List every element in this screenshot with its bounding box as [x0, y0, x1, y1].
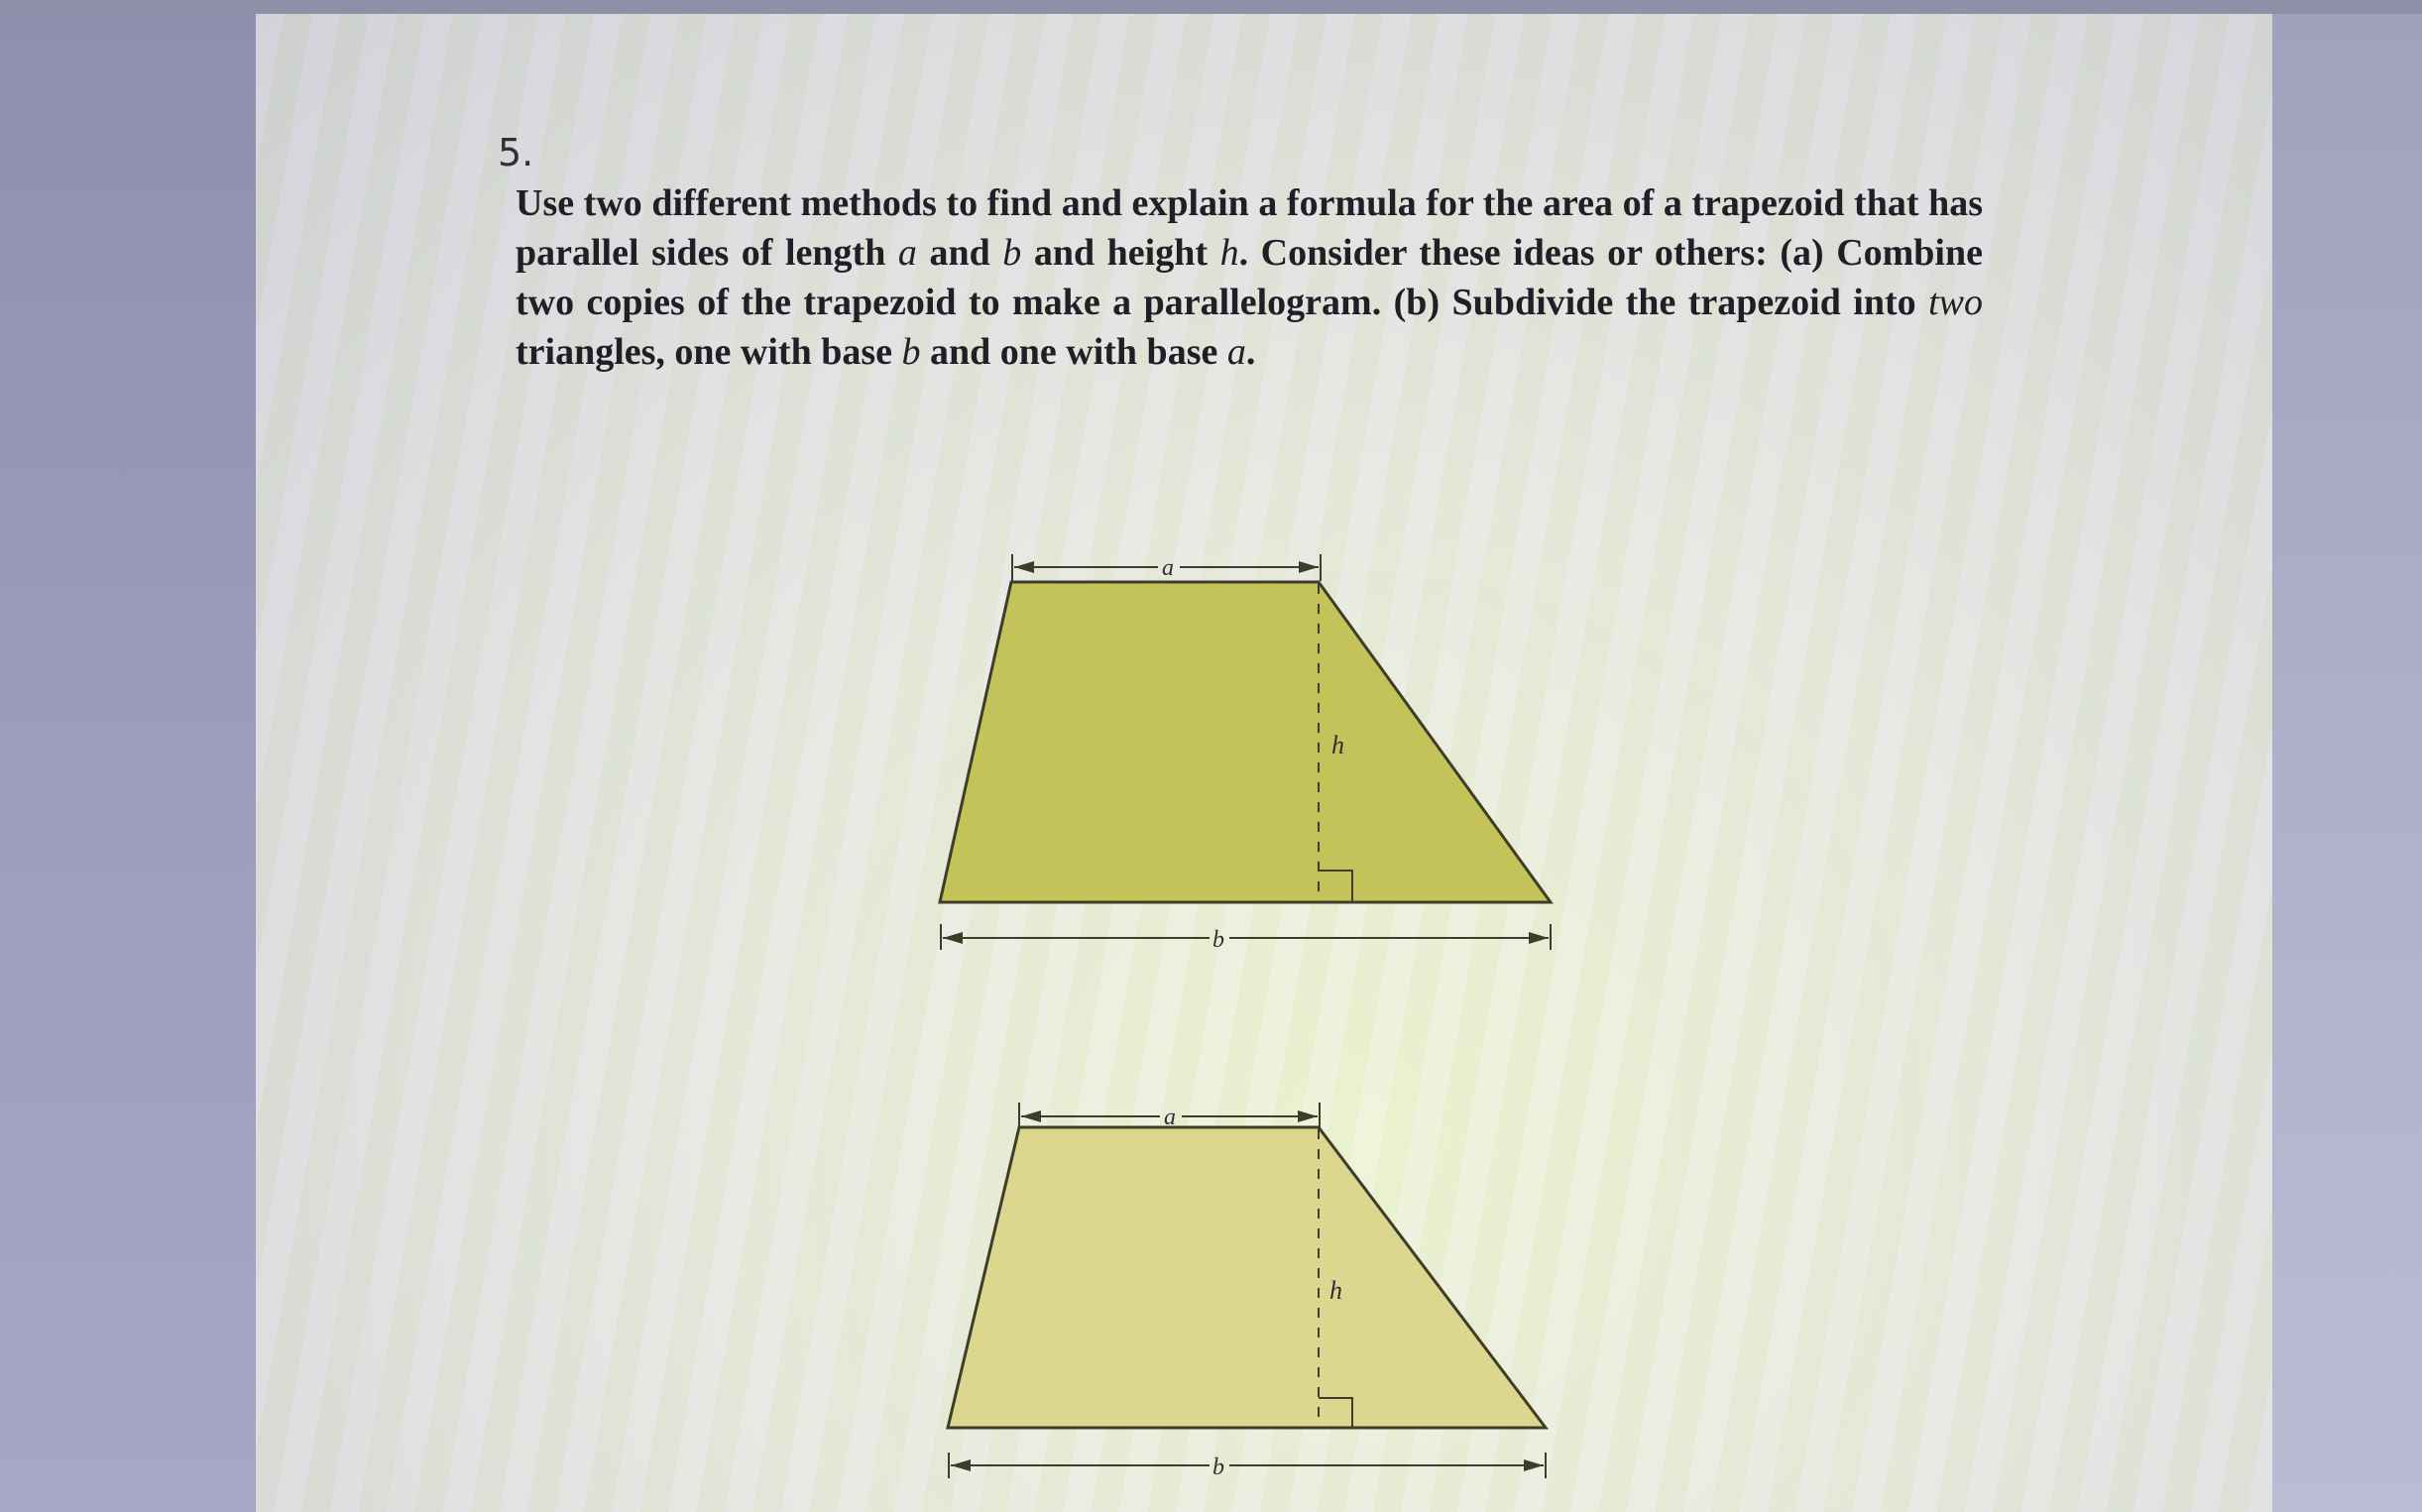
trapezoid-figures	[256, 14, 2272, 1512]
variable-b: b	[901, 331, 921, 373]
bottom-label-1: b	[1212, 927, 1224, 953]
trapezoid-shape-2	[948, 1127, 1546, 1428]
top-dim-arrow-left-1	[1014, 561, 1034, 573]
question-text-part: triangles, one with base	[516, 331, 902, 373]
bottom-dim-arrow-right-1	[1529, 932, 1549, 944]
left-background	[0, 14, 256, 1512]
variable-a: a	[1226, 331, 1246, 373]
question-text-part: .	[1245, 331, 1256, 373]
trapezoid-figure-2	[948, 1103, 1546, 1480]
top-label-2: a	[1164, 1105, 1176, 1130]
question-number: 5.	[498, 131, 534, 174]
bottom-dim-arrow-left-1	[943, 932, 963, 944]
variable-h: h	[1219, 232, 1239, 274]
trapezoid-figure-1	[940, 554, 1551, 953]
document-page	[256, 14, 2272, 1512]
top-dim-arrow-right-2	[1298, 1110, 1318, 1122]
top-dim-arrow-right-1	[1299, 561, 1319, 573]
bottom-dim-arrow-right-2	[1524, 1459, 1544, 1471]
question-text-part: and height	[1021, 232, 1220, 274]
question-text-part: Use two different methods to find and explain a formula for the area of a trapezoid that has parallel sides of length	[516, 182, 1983, 274]
question-text-part: and	[916, 232, 1003, 274]
top-dim-arrow-left-2	[1021, 1110, 1041, 1122]
top-label-1: a	[1162, 555, 1174, 581]
height-label-1: h	[1331, 731, 1344, 759]
variable-b: b	[1002, 232, 1022, 274]
variable-a: a	[897, 232, 917, 274]
question-text-part: and one with base	[920, 331, 1227, 373]
bottom-dim-arrow-left-2	[951, 1459, 971, 1471]
screen-top-edge	[0, 0, 2422, 14]
height-label-2: h	[1329, 1276, 1342, 1305]
emphasis-two: two	[1928, 282, 1983, 323]
bottom-label-2: b	[1212, 1454, 1224, 1480]
trapezoid-shape-1	[940, 582, 1551, 902]
question-text-part: . Consider these ideas or others: (a) Combine two copies of the trapezoid to make a parallelogram. (b) Subdivide the trapezoid into	[516, 232, 1983, 323]
right-background	[2272, 14, 2422, 1512]
